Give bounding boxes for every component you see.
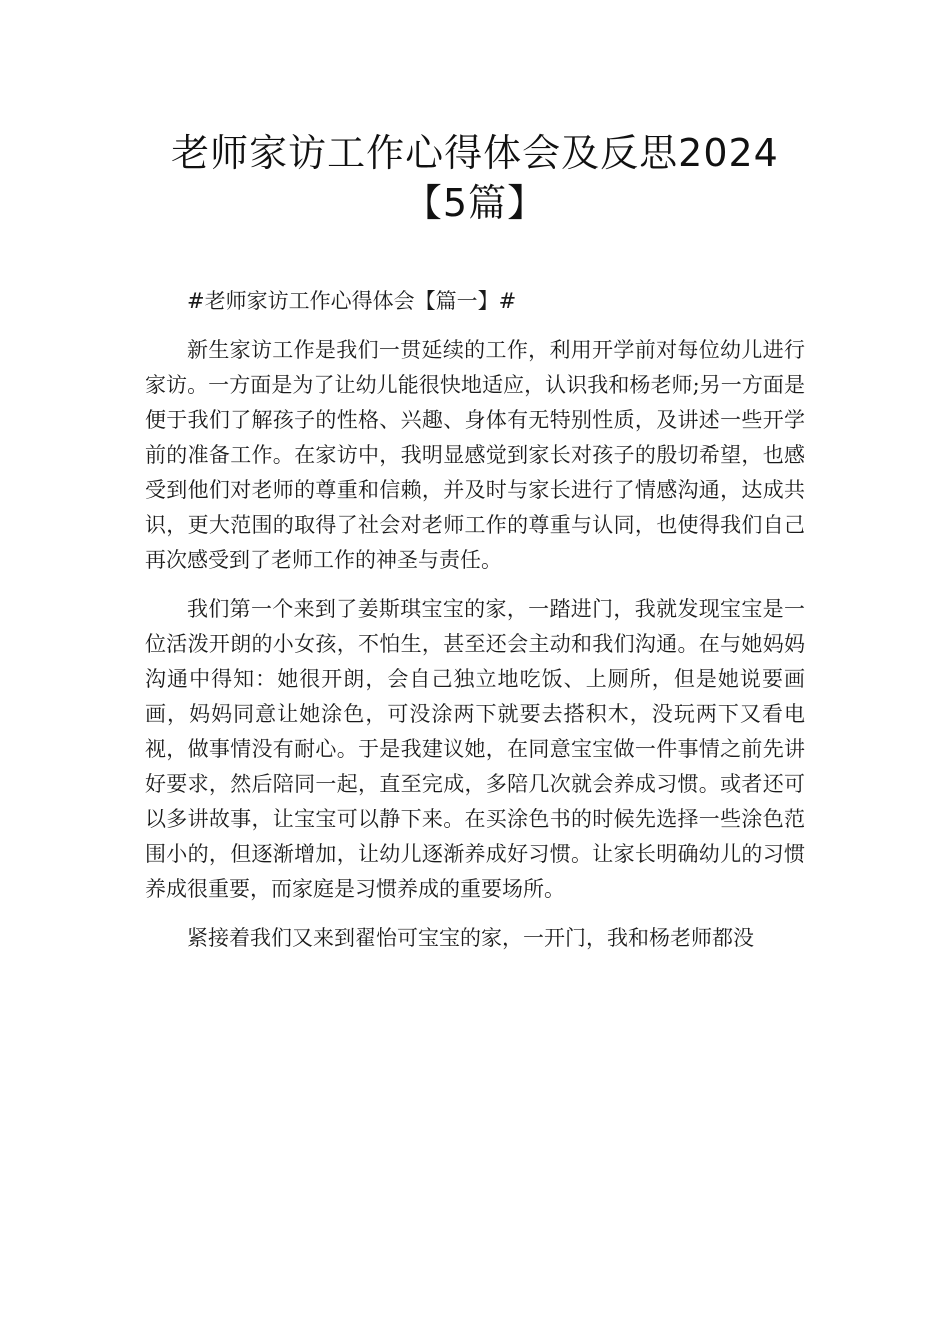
paragraph-3: 紧接着我们又来到翟怡可宝宝的家，一开门，我和杨老师都没 (187, 926, 754, 950)
paragraph-1: 新生家访工作是我们一贯延续的工作，利用开学前对每位幼儿进行家访。一方面是为了让幼儿能很快地适应，认识我和杨老师;另一方面是便于我们了解孩子的性格、兴趣、身体有无特别性质，及讲述一些开学前的准备工作。在家访中，我明显感觉到家长对孩子的殷切希望，也感受到他们对老师的尊重和信赖，并及时与家长进行了情感沟通，达成共识，更大范围的取得了社会对老师工作的尊重与认同，也使得我们自己再次感受到了老师工作的神圣与责任。 (145, 338, 805, 572)
document-title: 老师家访工作心得体会及反思2024【5篇】 (171, 131, 779, 225)
paragraph-2: 我们第一个来到了姜斯琪宝宝的家，一踏进门，我就发现宝宝是一位活泼开朗的小女孩，不怕生，甚至还会主动和我们沟通。在与她妈妈沟通中得知：她很开朗，会自己独立地吃饭、上厕所，但是她说要画画，妈妈同意让她涂色，可没涂两下就要去搭积木，没玩两下又看电视，做事情没有耐心。于是我建议她，在同意宝宝做一件事情之前先讲好要求，然后陪同一起，直至完成，多陪几次就会养成习惯。或者还可以多讲故事，让宝宝可以静下来。在买涂色书的时候先选择一些涂色范围小的，但逐渐增加，让幼儿逐渐养成好习惯。让家长明确幼儿的习惯养成很重要，而家庭是习惯养成的重要场所。 (145, 597, 805, 901)
document-body (145, 284, 805, 970)
section-heading: #老师家访工作心得体会【篇一】# (187, 289, 517, 313)
